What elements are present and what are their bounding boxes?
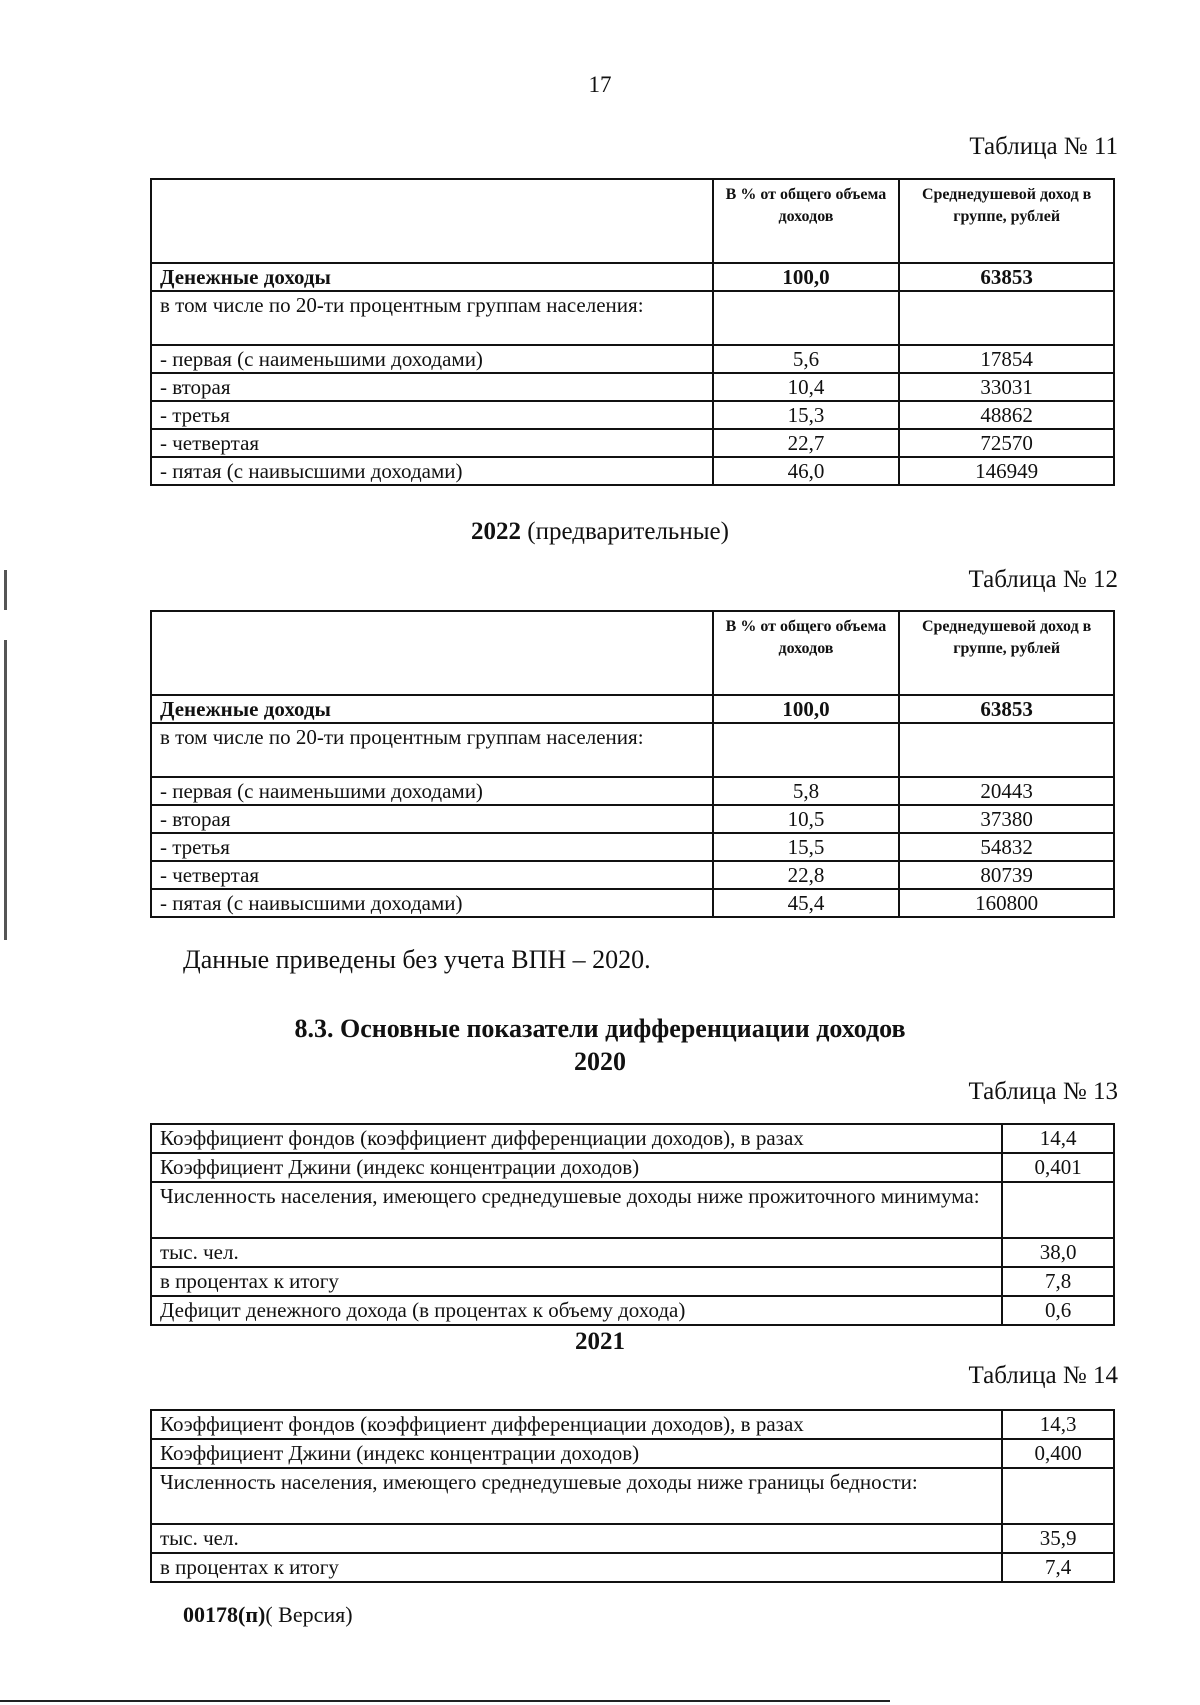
share-cell: 46,0 xyxy=(713,457,900,485)
value-cell: 7,4 xyxy=(1002,1553,1114,1582)
table-row xyxy=(151,1124,1114,1153)
table-11 xyxy=(150,178,1115,486)
row-label: в том числе по 20-ти процентным группам населения: xyxy=(151,723,713,777)
value-cell: 7,8 xyxy=(1002,1267,1114,1296)
header-cell-empty xyxy=(151,611,713,695)
row-label: Численность населения, имеющего среднедушевые доходы ниже границы бедности: xyxy=(151,1468,1002,1524)
share-cell: 22,7 xyxy=(713,429,900,457)
table-14-caption: Таблица № 14 xyxy=(968,1362,1118,1389)
income-cell: 48862 xyxy=(899,401,1114,429)
value-cell: 14,4 xyxy=(1002,1124,1114,1153)
table-row xyxy=(151,1296,1114,1325)
scan-margin-mark xyxy=(4,640,7,940)
share-cell: 45,4 xyxy=(713,889,900,917)
row-label: - вторая xyxy=(151,805,713,833)
value-cell: 38,0 xyxy=(1002,1238,1114,1267)
row-label: - первая (с наименьшими доходами) xyxy=(151,777,713,805)
value-cell: 35,9 xyxy=(1002,1524,1114,1553)
table-header-row xyxy=(151,611,1114,695)
table-row xyxy=(151,429,1114,457)
value-cell: 0,401 xyxy=(1002,1153,1114,1182)
income-cell: 63853 xyxy=(899,695,1114,723)
share-cell: 15,5 xyxy=(713,833,900,861)
table-row xyxy=(151,401,1114,429)
share-cell: 22,8 xyxy=(713,861,900,889)
row-label: - пятая (с наивысшими доходами) xyxy=(151,457,713,485)
value-cell xyxy=(1002,1182,1114,1238)
share-cell: 100,0 xyxy=(713,263,900,291)
income-cell xyxy=(899,291,1114,345)
scan-margin-mark xyxy=(4,570,7,610)
income-cell xyxy=(899,723,1114,777)
document-version: ( Версия) xyxy=(265,1602,353,1627)
row-label: - первая (с наименьшими доходами) xyxy=(151,345,713,373)
table-row xyxy=(151,777,1114,805)
table-row xyxy=(151,1553,1114,1582)
row-label: Денежные доходы xyxy=(151,263,713,291)
share-cell: 10,4 xyxy=(713,373,900,401)
share-cell: 5,8 xyxy=(713,777,900,805)
row-label: - четвертая xyxy=(151,861,713,889)
page-number: 17 xyxy=(588,72,612,97)
header-cell-empty xyxy=(151,179,713,263)
table-14 xyxy=(150,1409,1115,1583)
table-row xyxy=(151,805,1114,833)
table-13 xyxy=(150,1123,1115,1326)
table-row xyxy=(151,1410,1114,1439)
table-row xyxy=(151,861,1114,889)
value-cell: 0,6 xyxy=(1002,1296,1114,1325)
header-cell-share: В % от общего объема доходов xyxy=(713,179,900,263)
share-cell: 10,5 xyxy=(713,805,900,833)
row-label: Коэффициент Джини (индекс концентрации доходов) xyxy=(151,1153,1002,1182)
table-12 xyxy=(150,610,1115,918)
subheader-row xyxy=(151,291,1114,345)
year-2022-heading xyxy=(0,518,1200,546)
table-row xyxy=(151,1182,1114,1238)
table-row xyxy=(151,1524,1114,1553)
table-11-caption: Таблица № 11 xyxy=(969,133,1118,160)
income-cell: 146949 xyxy=(899,457,1114,485)
table-13-caption: Таблица № 13 xyxy=(968,1078,1118,1105)
income-cell: 80739 xyxy=(899,861,1114,889)
income-cell: 72570 xyxy=(899,429,1114,457)
income-cell: 20443 xyxy=(899,777,1114,805)
section-title-text: 8.3. Основные показатели дифференциации доходов xyxy=(294,1014,906,1043)
table-row xyxy=(151,345,1114,373)
bottom-rule xyxy=(0,1700,890,1702)
value-cell: 14,3 xyxy=(1002,1410,1114,1439)
header-cell-income: Среднедушевой доход в группе, рублей xyxy=(899,179,1114,263)
total-row xyxy=(151,263,1114,291)
row-label: Коэффициент фондов (коэффициент дифференциации доходов), в разах xyxy=(151,1124,1002,1153)
section-year-2020: 2020 xyxy=(574,1047,626,1076)
table-row xyxy=(151,833,1114,861)
section-title xyxy=(0,1012,1200,1078)
table-row xyxy=(151,1439,1114,1468)
row-label: Численность населения, имеющего среднедушевые доходы ниже прожиточного минимума: xyxy=(151,1182,1002,1238)
income-cell: 54832 xyxy=(899,833,1114,861)
year-2021: 2021 xyxy=(575,1328,625,1355)
row-label: Коэффициент фондов (коэффициент дифференциации доходов), в разах xyxy=(151,1410,1002,1439)
table-row xyxy=(151,889,1114,917)
row-label: тыс. чел. xyxy=(151,1524,1002,1553)
table-row xyxy=(151,1153,1114,1182)
income-cell: 37380 xyxy=(899,805,1114,833)
row-label: в процентах к итогу xyxy=(151,1267,1002,1296)
year-2021-heading xyxy=(0,1328,1200,1356)
row-label: тыс. чел. xyxy=(151,1238,1002,1267)
row-label: - пятая (с наивысшими доходами) xyxy=(151,889,713,917)
value-cell: 0,400 xyxy=(1002,1439,1114,1468)
table-header-row xyxy=(151,179,1114,263)
share-cell: 15,3 xyxy=(713,401,900,429)
value-cell xyxy=(1002,1468,1114,1524)
header-cell-share: В % от общего объема доходов xyxy=(713,611,900,695)
row-label: в том числе по 20-ти процентным группам населения: xyxy=(151,291,713,345)
income-cell: 17854 xyxy=(899,345,1114,373)
note-text: Данные приведены без учета ВПН – 2020. xyxy=(183,945,651,974)
total-row xyxy=(151,695,1114,723)
year-2022-note: (предварительные) xyxy=(527,518,729,545)
row-label: в процентах к итогу xyxy=(151,1553,1002,1582)
table-row xyxy=(151,373,1114,401)
share-cell xyxy=(713,291,900,345)
subheader-row xyxy=(151,723,1114,777)
row-label: Дефицит денежного дохода (в процентах к объему дохода) xyxy=(151,1296,1002,1325)
table-row xyxy=(151,457,1114,485)
document-code xyxy=(183,1602,353,1628)
table-row xyxy=(151,1238,1114,1267)
income-cell: 33031 xyxy=(899,373,1114,401)
header-cell-income: Среднедушевой доход в группе, рублей xyxy=(899,611,1114,695)
table-row xyxy=(151,1468,1114,1524)
row-label: - третья xyxy=(151,833,713,861)
row-label: - вторая xyxy=(151,373,713,401)
table-12-caption: Таблица № 12 xyxy=(968,566,1118,593)
share-cell: 100,0 xyxy=(713,695,900,723)
income-cell: 160800 xyxy=(899,889,1114,917)
row-label: Коэффициент Джини (индекс концентрации доходов) xyxy=(151,1439,1002,1468)
row-label: Денежные доходы xyxy=(151,695,713,723)
row-label: - третья xyxy=(151,401,713,429)
document-code-number: 00178(п) xyxy=(183,1602,266,1627)
share-cell: 5,6 xyxy=(713,345,900,373)
row-label: - четвертая xyxy=(151,429,713,457)
share-cell xyxy=(713,723,900,777)
income-cell: 63853 xyxy=(899,263,1114,291)
year-2022: 2022 xyxy=(471,518,522,545)
table-row xyxy=(151,1267,1114,1296)
